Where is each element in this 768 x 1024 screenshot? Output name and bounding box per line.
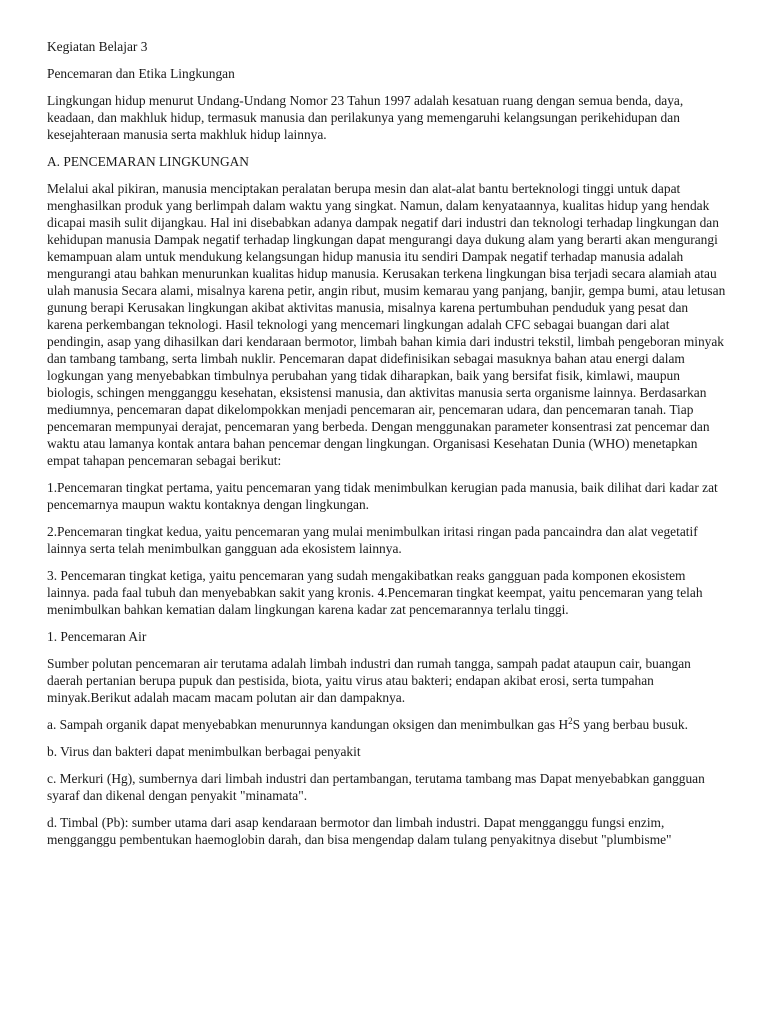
section-heading-a: A. PENCEMARAN LINGKUNGAN xyxy=(47,154,249,169)
list-item-a xyxy=(47,716,727,733)
section-a-paragraph: Melalui akal pikiran, manusia menciptakan peralatan berupa mesin dan alat-alat bantu berteknologi tinggi untuk dapat menghasilkan produk yang berlimpah dalam waktu yang singkat. Namun, dalam kenyataannya, kualitas hidup yang hendak dicapai masih sulit dijangkau. Hal ini disebabkan adanya dampak negatif dari industri dan teknologi terhadap lingkungan dan kehidupan manusia Dampak negatif terhadap lingkungan dapat mengurangi daya dukung alam yang berarti akan mengurangi kemampuan alam untuk mendukung kelangsungan hidup manusia itu sendiri Dampak negatif terhadap manusia adalah mengurangi atau bahkan menurunkan kualitas hidup manusia. Kerusakan terkena lingkungan bisa terjadi secara alamiah atau ulah manusia Secara alami, misalnya karena petir, angin ribut, musim kemarau yang panjang, banjir, gempa bumi, atau letusan gunung berapi Kerusakan lingkungan akibat aktivitas manusia, misalnya karena pertumbuhan penduduk yang pesat dan karena perkembangan teknologi. Hasil teknologi yang mencemari lingkungan adalah CFC sebagai buangan dari alat pendingin, asap yang dihasilkan dari kendaraan bermotor, limbah bahan kimia dari industri tekstil, limbah pengeboran minyak dan tambang tambang, serta limbah nuklir. Pencemaran dapat didefinisikan sebagai masuknya bahan atau energi dalam logkungan yang menyebabkan timbulnya perubahan yang tidak diharapkan, baik yang bersifat fisik, kimlawi, maupun biologis, schingen mengganggu kesehatan, eksistensi manusia, dan aktivitas manusia serta organisme lainnya. Berdasarkan mediumnya, pencemaran dapat dikelompokkan menjadi pencemaran air, pencemaran udara, dan pencemaran tanah. Tiap pencemaran mempunyai derajat, pencemaran yang berbeda. Dengan menggunakan parameter konsentrasi zat pencemar dan waktu atau lamanya kontak antara bahan pencemar dengan lingkungan. Organisasi Kesehatan Dunia (WHO) menetapkan empat tahapan pencemaran sebagai berikut: xyxy=(47,181,726,468)
pollution-level-1: 1.Pencemaran tingkat pertama, yaitu pencemaran yang tidak menimbulkan kerugian pada manusia, baik dilihat dari kadar zat pencemarnya maupun waktu kontaknya dengan lingkungan. xyxy=(47,480,718,512)
intro-paragraph: Lingkungan hidup menurut Undang-Undang Nomor 23 Tahun 1997 adalah kesatuan ruang dengan semua benda, daya, keadaan, dan makhluk hidup, termasuk manusia dan perilakunya yang memengaruhi kelangsungan perikehidupan dan kesejahteraan manusia serta makhluk hidup lainnya. xyxy=(47,93,684,142)
water-pollution-paragraph: Sumber polutan pencemaran air terutama adalah limbah industri dan rumah tangga, sampah padat ataupun cair, buangan daerah pertanian berupa pupuk dan pestisida, biota, yaitu virus atau bakteri; endapan akibat erosi, serta tumpahan minyak.Berikut adalah macam macam polutan air dan dampaknya. xyxy=(47,656,691,705)
list-item-d: d. Timbal (Pb): sumber utama dari asap kendaraan bermotor dan limbah industri. Dapat mengganggu fungsi enzim, mengganggu pembentukan haemoglobin darah, dan bisa mengendap dalam tulang penyakitnya disebut "plumbisme" xyxy=(47,815,672,847)
document-page xyxy=(47,38,727,858)
pollution-level-3-4: 3. Pencemaran tingkat ketiga, yaitu pencemaran yang sudah mengakibatkan reaks gangguan pada komponen ekosistem lainnya. pada faal tubuh dan menyebabkan sakit yang kronis. 4.Pencemaran tingkat keempat, yaitu pencemaran yang telah menimbulkan bahkan kematian dalam lingkungan karena kadar zat pencemarannya terlalu tinggi. xyxy=(47,568,703,617)
subsection-water-pollution: 1. Pencemaran Air xyxy=(47,629,147,644)
pollution-level-2: 2.Pencemaran tingkat kedua, yaitu pencemaran yang mulai menimbulkan iritasi ringan pada pancaindra dan alat vegetatif lainnya serta telah menimbulkan gangguan ada ekosistem lainnya. xyxy=(47,524,698,556)
subscript-2: 2 xyxy=(568,716,573,726)
list-item-a-text: a. Sampah organik dapat menyebabkan menurunnya kandungan oksigen dan menimbulkan gas H xyxy=(47,717,569,732)
list-item-c: c. Merkuri (Hg), sumbernya dari limbah industri dan pertambangan, terutama tambang mas Dapat menyebabkan gangguan syaraf dan dikenal dengan penyakit "minamata". xyxy=(47,771,705,803)
document-title: Pencemaran dan Etika Lingkungan xyxy=(47,66,235,81)
list-item-a-text-end: S yang berbau busuk. xyxy=(572,717,688,732)
activity-label: Kegiatan Belajar 3 xyxy=(47,39,148,54)
list-item-b: b. Virus dan bakteri dapat menimbulkan berbagai penyakit xyxy=(47,744,361,759)
